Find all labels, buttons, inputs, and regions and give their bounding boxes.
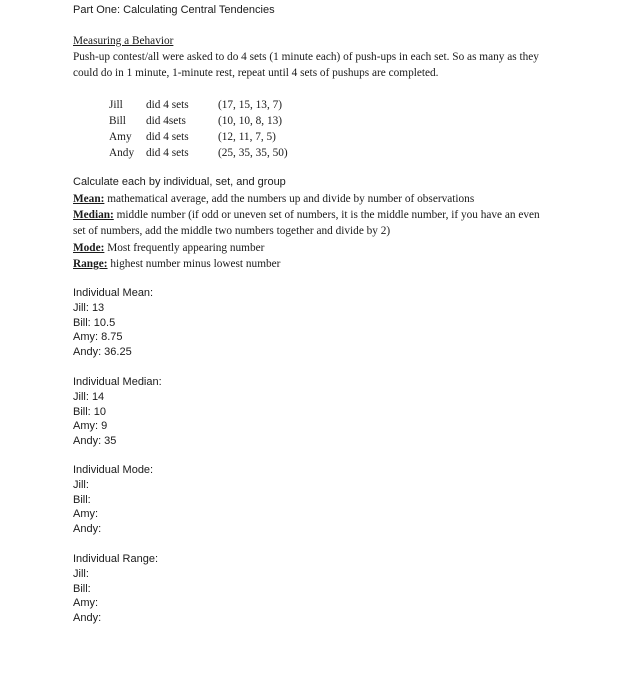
participant-name: Jill (109, 99, 123, 111)
definitions-list (73, 191, 543, 272)
result-line: Bill: (73, 582, 91, 595)
intro-paragraph: Push-up contest/all were asked to do 4 sets (1 minute each) of push-ups in each set. So as many as they could do in 1 minute, 1-minute rest, repeat until 4 sets of pushups are completed. (73, 51, 539, 80)
participant-name: Bill (109, 115, 126, 127)
result-line: Amy: 8.75 (73, 331, 123, 344)
result-line: Jill: (73, 567, 89, 580)
participant-name: Amy (109, 131, 132, 143)
result-line: Bill: (73, 493, 91, 506)
section-heading: Individual Mode: (73, 464, 154, 476)
participant-values: (10, 10, 8, 13) (218, 115, 283, 127)
result-line: Andy: 35 (73, 435, 117, 448)
result-line: Amy: (73, 597, 99, 610)
participant-row (109, 129, 328, 145)
definition-text: Most frequently appearing number (104, 241, 265, 254)
definition-median (73, 207, 543, 239)
measuring-heading: Measuring a Behavior (73, 35, 174, 47)
section-heading: Individual Mean: (73, 287, 154, 299)
participant-row (109, 145, 328, 161)
participant-sets: did 4 sets (146, 147, 189, 159)
section-heading: Individual Range: (73, 553, 159, 565)
result-line: Bill: 10.5 (73, 316, 116, 329)
participant-values: (17, 15, 13, 7) (218, 99, 283, 111)
definition-text: highest number minus lowest number (107, 257, 281, 270)
definition-term: Mean: (73, 193, 105, 205)
result-line: Bill: 10 (73, 405, 107, 418)
page-title: Part One: Calculating Central Tendencies (73, 4, 275, 16)
section-heading: Individual Median: (73, 376, 162, 388)
result-line: Andy: (73, 612, 102, 625)
result-line: Amy: (73, 508, 99, 521)
definition-range (73, 256, 543, 272)
result-line: Jill: (73, 478, 89, 491)
participant-values: (12, 11, 7, 5) (218, 131, 276, 143)
definition-term: Range: (73, 257, 108, 270)
definition-mean (73, 191, 543, 207)
participant-values: (25, 35, 35, 50) (218, 147, 288, 159)
participant-row (109, 97, 328, 113)
participant-sets: did 4 sets (146, 99, 189, 111)
definition-text: middle number (if odd or uneven set of numbers, it is the middle number, if you have an even set of numbers, add the middle two numbers together and divide by 2) (73, 209, 540, 238)
result-line: Andy: (73, 523, 102, 536)
definition-mode (73, 240, 543, 256)
participant-name: Andy (109, 147, 135, 159)
result-line: Jill: 13 (73, 301, 105, 314)
participant-sets: did 4sets (146, 115, 186, 127)
calculate-heading: Calculate each by individual, set, and group (73, 176, 286, 188)
definition-term: Mode: (73, 241, 105, 254)
individual-range-section (73, 552, 373, 626)
participants-table (109, 97, 328, 161)
participant-row (109, 113, 328, 129)
result-line: Andy: 36.25 (73, 346, 132, 359)
result-line: Jill: 14 (73, 390, 105, 403)
individual-median-section (73, 375, 373, 449)
individual-mode-section (73, 463, 373, 537)
result-line: Amy: 9 (73, 420, 108, 433)
definition-term: Median: (73, 209, 114, 222)
definition-text: mathematical average, add the numbers up and divide by number of observations (104, 193, 475, 205)
individual-mean-section (73, 286, 373, 360)
participant-sets: did 4 sets (146, 131, 189, 143)
